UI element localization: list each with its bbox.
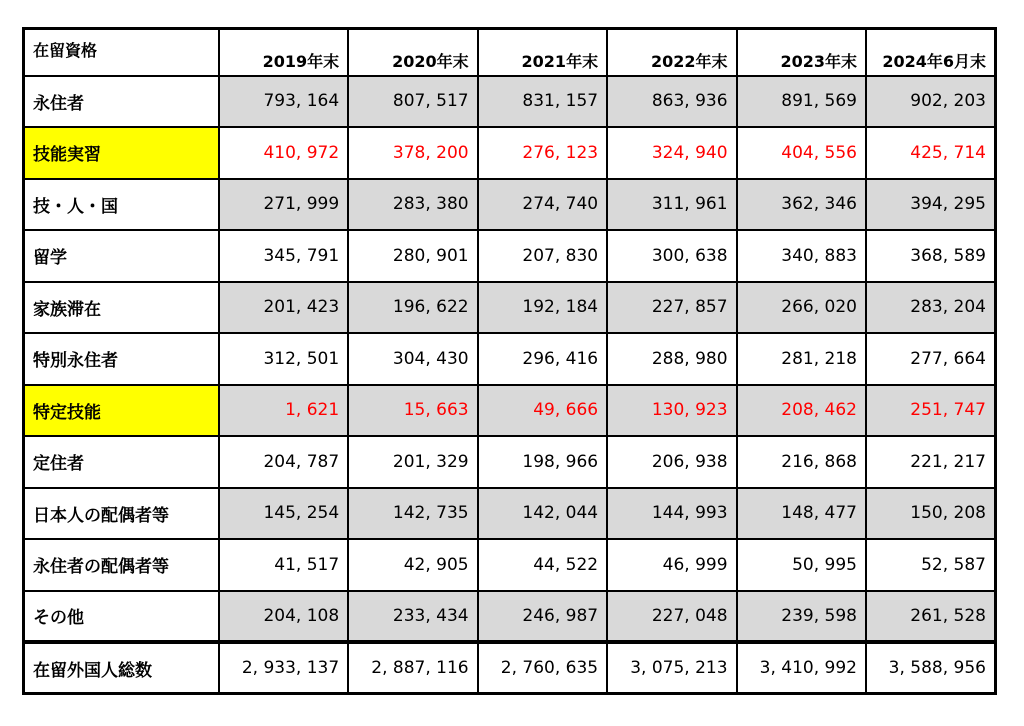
- row-special-permanent-resident: [24, 333, 996, 385]
- cell-value: 2, 887, 116: [348, 642, 477, 694]
- row-label: 家族滞在: [24, 282, 219, 334]
- cell-value: 3, 075, 213: [607, 642, 736, 694]
- cell-value: 201, 423: [219, 282, 348, 334]
- cell-value: 148, 477: [737, 488, 866, 540]
- cell-value: 41, 517: [219, 539, 348, 591]
- cell-value: 196, 622: [348, 282, 477, 334]
- row-dependent: [24, 282, 996, 334]
- cell-value: 277, 664: [866, 333, 996, 385]
- cell-value: 144, 993: [607, 488, 736, 540]
- row-label: 定住者: [24, 436, 219, 488]
- cell-value: 221, 217: [866, 436, 996, 488]
- cell-value: 311, 961: [607, 179, 736, 231]
- row-label: 永住者の配偶者等: [24, 539, 219, 591]
- cell-value: 42, 905: [348, 539, 477, 591]
- cell-value: 283, 380: [348, 179, 477, 231]
- cell-value: 3, 410, 992: [737, 642, 866, 694]
- row-label: 日本人の配偶者等: [24, 488, 219, 540]
- cell-value: 15, 663: [348, 385, 477, 437]
- header-2019: 2019年末: [219, 29, 348, 76]
- cell-value: 863, 936: [607, 76, 736, 128]
- row-label: 特定技能: [24, 385, 219, 437]
- row-permanent-resident: [24, 76, 996, 128]
- row-label: 特別永住者: [24, 333, 219, 385]
- row-spouse-of-permanent-resident: [24, 539, 996, 591]
- cell-value: 312, 501: [219, 333, 348, 385]
- row-technical-intern: [24, 127, 996, 179]
- cell-value: 831, 157: [478, 76, 607, 128]
- cell-value: 201, 329: [348, 436, 477, 488]
- cell-value: 425, 714: [866, 127, 996, 179]
- cell-value: 46, 999: [607, 539, 736, 591]
- cell-value: 324, 940: [607, 127, 736, 179]
- cell-value: 281, 218: [737, 333, 866, 385]
- cell-value: 227, 048: [607, 591, 736, 643]
- cell-value: 271, 999: [219, 179, 348, 231]
- row-label: 技能実習: [24, 127, 219, 179]
- cell-value: 362, 346: [737, 179, 866, 231]
- cell-value: 404, 556: [737, 127, 866, 179]
- cell-value: 807, 517: [348, 76, 477, 128]
- row-label: 在留外国人総数: [24, 642, 219, 694]
- cell-value: 902, 203: [866, 76, 996, 128]
- cell-value: 2, 760, 635: [478, 642, 607, 694]
- cell-value: 296, 416: [478, 333, 607, 385]
- cell-value: 204, 787: [219, 436, 348, 488]
- cell-value: 233, 434: [348, 591, 477, 643]
- cell-value: 2, 933, 137: [219, 642, 348, 694]
- cell-value: 283, 204: [866, 282, 996, 334]
- row-student: [24, 230, 996, 282]
- cell-value: 1, 621: [219, 385, 348, 437]
- cell-value: 340, 883: [737, 230, 866, 282]
- row-long-term-resident: [24, 436, 996, 488]
- cell-value: 208, 462: [737, 385, 866, 437]
- row-label: 永住者: [24, 76, 219, 128]
- cell-value: 239, 598: [737, 591, 866, 643]
- header-2022: 2022年末: [607, 29, 736, 76]
- header-status: 在留資格: [24, 29, 219, 76]
- cell-value: 288, 980: [607, 333, 736, 385]
- row-specified-skilled-worker: [24, 385, 996, 437]
- header-2021: 2021年末: [478, 29, 607, 76]
- row-engineer-humanities-intl: [24, 179, 996, 231]
- row-label: その他: [24, 591, 219, 643]
- cell-value: 266, 020: [737, 282, 866, 334]
- cell-value: 251, 747: [866, 385, 996, 437]
- cell-value: 52, 587: [866, 539, 996, 591]
- cell-value: 274, 740: [478, 179, 607, 231]
- cell-value: 300, 638: [607, 230, 736, 282]
- header-2020: 2020年末: [348, 29, 477, 76]
- cell-value: 304, 430: [348, 333, 477, 385]
- row-label: 留学: [24, 230, 219, 282]
- cell-value: 150, 208: [866, 488, 996, 540]
- cell-value: 145, 254: [219, 488, 348, 540]
- row-other: [24, 591, 996, 643]
- header-2023: 2023年末: [737, 29, 866, 76]
- cell-value: 378, 200: [348, 127, 477, 179]
- cell-value: 394, 295: [866, 179, 996, 231]
- cell-value: 44, 522: [478, 539, 607, 591]
- cell-value: 216, 868: [737, 436, 866, 488]
- cell-value: 198, 966: [478, 436, 607, 488]
- cell-value: 207, 830: [478, 230, 607, 282]
- cell-value: 793, 164: [219, 76, 348, 128]
- cell-value: 142, 735: [348, 488, 477, 540]
- cell-value: 50, 995: [737, 539, 866, 591]
- cell-value: 261, 528: [866, 591, 996, 643]
- cell-value: 206, 938: [607, 436, 736, 488]
- residence-status-table: [22, 27, 997, 695]
- cell-value: 49, 666: [478, 385, 607, 437]
- cell-value: 410, 972: [219, 127, 348, 179]
- header-2024-06: 2024年6月末: [866, 29, 996, 76]
- cell-value: 891, 569: [737, 76, 866, 128]
- cell-value: 192, 184: [478, 282, 607, 334]
- row-total-foreign-residents: [24, 642, 996, 694]
- row-spouse-of-japanese: [24, 488, 996, 540]
- cell-value: 246, 987: [478, 591, 607, 643]
- cell-value: 345, 791: [219, 230, 348, 282]
- cell-value: 3, 588, 956: [866, 642, 996, 694]
- cell-value: 227, 857: [607, 282, 736, 334]
- row-label: 技・人・国: [24, 179, 219, 231]
- cell-value: 204, 108: [219, 591, 348, 643]
- cell-value: 276, 123: [478, 127, 607, 179]
- cell-value: 368, 589: [866, 230, 996, 282]
- cell-value: 130, 923: [607, 385, 736, 437]
- header-row: [24, 29, 996, 76]
- cell-value: 280, 901: [348, 230, 477, 282]
- cell-value: 142, 044: [478, 488, 607, 540]
